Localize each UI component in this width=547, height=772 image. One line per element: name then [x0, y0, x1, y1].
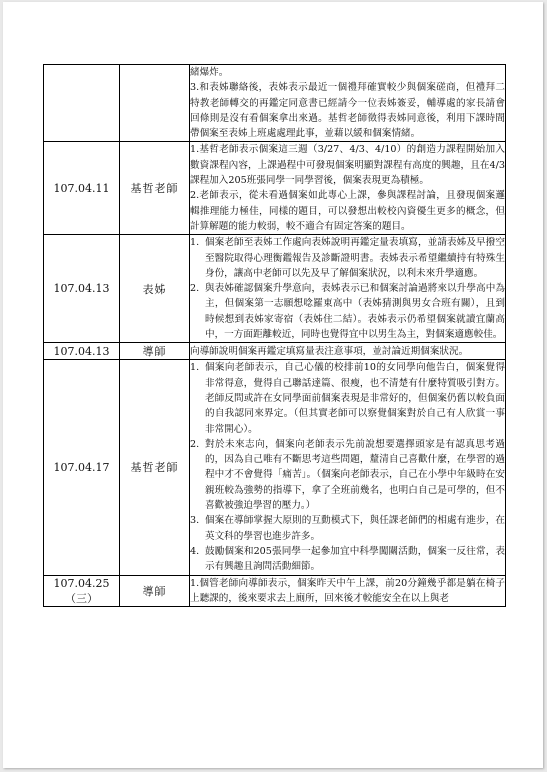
list-number: 2.	[190, 438, 200, 450]
content-cell	[190, 343, 506, 360]
list-number: 2.	[190, 283, 200, 295]
content-cell	[190, 142, 506, 235]
person-cell: 導師	[120, 575, 190, 607]
list-item	[190, 360, 505, 436]
list-item	[190, 281, 505, 342]
date-cell	[44, 575, 120, 607]
weekday-note: （三）	[65, 591, 98, 605]
list-number: 3.	[190, 515, 200, 527]
person-cell: 基哲老師	[120, 142, 190, 235]
list-number: 1.	[190, 237, 200, 249]
content-cell	[190, 65, 506, 142]
list-item	[190, 437, 505, 513]
date-cell: 107.04.13	[44, 235, 120, 343]
list-number: 4.	[190, 545, 200, 557]
table-row	[44, 65, 506, 142]
content-paragraph: 2.老師表示，從未看過個案如此專心上課，參與課程討論，且發現個案邏輯推理能力極佳，同樣的題目，可以發想出較校內資優生更多的概念，但計算解題的能力較弱，較不適合有固定答案的題目。	[190, 190, 505, 232]
content-cell	[190, 575, 506, 607]
list-item	[190, 513, 505, 544]
person-cell: 表姊	[120, 235, 190, 343]
list-text: 對於未來志向，個案向老師表示先前說想要選擇頭家是有認真思考過的，因為自己唯有不斷思考這些問題，釐清自己喜歡什麼，在學習的過程中才不會覺得「痛苦」。（個案向老師表示，自己在小學中年級時在安親班較為強勢的指導下，拿了全班前幾名，也明白自己是可學的，但不喜歡被強迫學習的壓力。）	[205, 438, 505, 512]
table-row	[44, 343, 506, 360]
list-text: 個案在導師掌握大原則的互動模式下，與任課老師們的相處有進步，在英文科的學習也進步許多。	[205, 515, 505, 542]
person-cell: 基哲老師	[120, 360, 190, 575]
content-paragraph: 3.和表姊聯絡後，表姊表示最近一個禮拜確實較少與個案磋商，但禮拜二特教老師轉交的再鑑定同意書已經請今一位表姊簽妥，輔導處的家長請會回條則是沒有看個案拿出來過。基哲老師徵得表姊同意後，利用下課時間帶個案至表姊上班處處理此事，並藉以緩和個案情緒。	[190, 82, 505, 140]
date-cell	[44, 65, 120, 142]
list-number: 1.	[190, 362, 200, 374]
date-cell: 107.04.11	[44, 142, 120, 235]
list-text: 與表姊確認個案升學意向，表姊表示已和個案討論過將來以升學高中為主，但個案第一志願想唸羅東高中（表姊猜測與男女合班有關），且到時候想到表姊家寄宿（表姊住二結）。表姊表示仍希望個案就讀宜蘭高中，一方面距離較近，同時也覺得宜中以男生為主，對個案適應較佳。	[205, 283, 505, 341]
table-row	[44, 235, 506, 343]
list-item	[190, 235, 505, 281]
content-paragraph: 1.個管老師向導師表示，個案昨天中午上課，前20分鐘幾乎都是躺在椅子上聽課的，後來要求去上廁所，回來後才較能安全在以上與老	[190, 577, 505, 604]
document-page	[3, 2, 543, 768]
date-text: 107.04.25	[53, 576, 110, 590]
content-paragraph: 向導師說明個案再鑑定填寫量表注意事項，並討論近期個案狀況。	[190, 345, 469, 357]
content-cell	[190, 235, 506, 343]
content-cell	[190, 360, 506, 575]
list-item	[190, 544, 505, 575]
person-cell: 導師	[120, 343, 190, 360]
list-text: 鼓勵個案和205張同學一起參加宜中科學闖關活動，個案一反往常，表示有興趣且詢問活動細節。	[205, 545, 505, 573]
counseling-log-table	[43, 64, 506, 607]
table-row	[44, 360, 506, 575]
content-paragraph: 1.基哲老師表示個案這三週（3/27、4/3、4/10）的創造力課程開始加入數資課程內容，上課過程中可發現個案明顯對課程有高度的興趣，且在4/3課程加入205班張同學一同學習後，個案表現更為積極。	[190, 144, 505, 187]
table-row	[44, 575, 506, 607]
date-cell: 107.04.17	[44, 360, 120, 575]
person-cell	[120, 65, 190, 142]
date-cell: 107.04.13	[44, 343, 120, 360]
list-text: 個案老師至表姊工作處向表姊說明再鑑定量表填寫，並請表姊及早撥空至醫院取得心理衡鑑報告及診斷證明書。表姊表示希望繼續持有特殊生身份，讓高中老師可以先及早了解個案狀況，以利未來升學適應。	[205, 237, 505, 279]
content-paragraph: 緒爆炸。	[190, 67, 229, 78]
table-row	[44, 142, 506, 235]
list-text: 個案向老師表示，自己心儀的校排前10的女同學向他告白，個案覺得非常得意，覺得自己聯話達篇、很瘦，也不清楚有什麼特質吸引對方。老師反問或許在女同學面前個案表現是非常好的，但個案仍舊以較負面的自我認同來界定。（但其實老師可以察覺個案對於自己有人欣賞一事非常開心）。	[205, 362, 505, 435]
